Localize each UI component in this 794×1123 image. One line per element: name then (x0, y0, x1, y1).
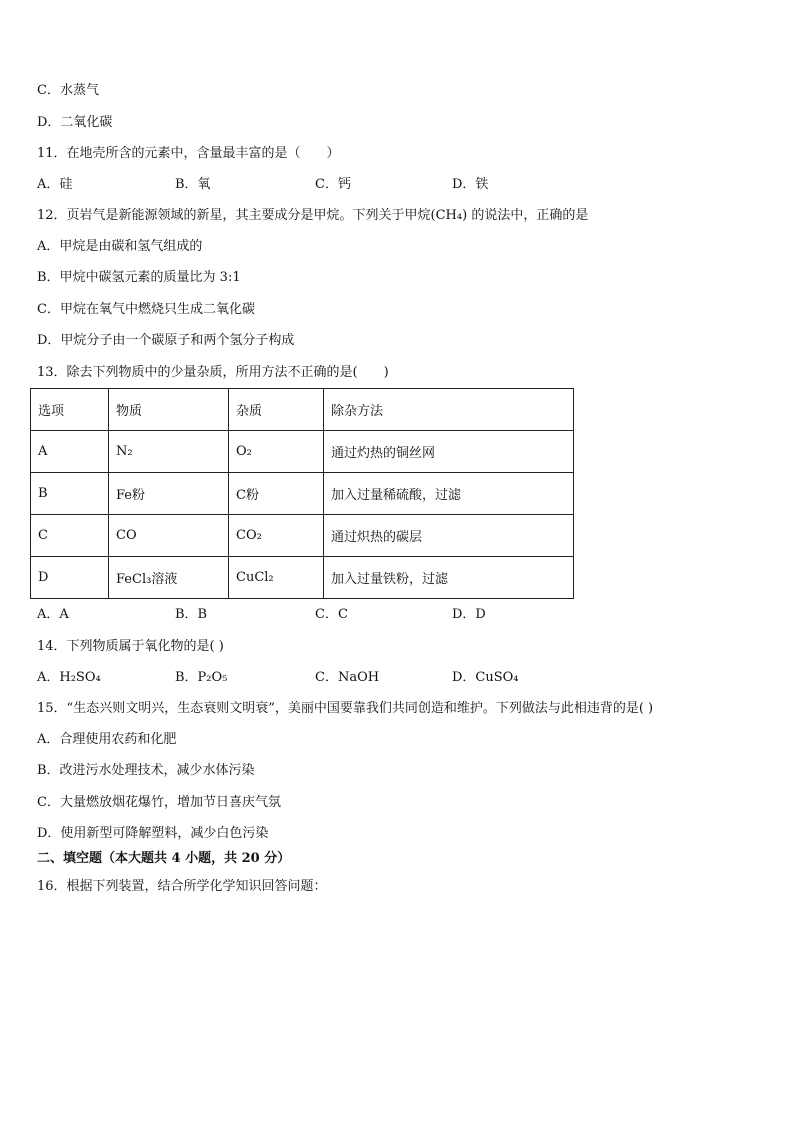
q13-option-d: D．D (452, 607, 486, 622)
question-12: 12．页岩气是新能源领域的新星，其主要成分是甲烷。下列关于甲烷(CH₄) 的说法中，正确的是 (37, 208, 589, 223)
question-14: 14．下列物质属于氧化物的是( ) (37, 639, 224, 654)
q14-option-a: A．H₂SO₄ (37, 670, 101, 685)
q10-option-c: C．水蒸气 (37, 83, 99, 98)
table-row (31, 431, 574, 473)
table-cell: O₂ (229, 431, 324, 473)
q13-option-b: B．B (175, 607, 208, 622)
question-15: 15．“生态兴则文明兴，生态衰则文明衰”，美丽中国要靠我们共同创造和维护。下列做法与此相违背的是( ) (37, 701, 654, 716)
table-cell: B (31, 473, 109, 515)
q13-option-a: A．A (37, 607, 69, 622)
table-cell: Fe粉 (109, 473, 229, 515)
q12-option-b: B．甲烷中碳氢元素的质量比为 3:1 (37, 270, 241, 285)
q11-option-b: B．氧 (175, 177, 211, 192)
header-substance: 物质 (109, 389, 229, 431)
table-cell: A (31, 431, 109, 473)
table-cell: CO₂ (229, 515, 324, 557)
q10-option-d: D．二氧化碳 (37, 115, 113, 130)
header-option: 选项 (31, 389, 109, 431)
table-row (31, 473, 574, 515)
q11-option-a: A．硅 (37, 177, 73, 192)
section-heading-fill-in: 二、填空题（本大题共 4 小题，共 20 分） (37, 851, 291, 866)
table-cell: 通过炽热的碳层 (324, 515, 574, 557)
q13-table (30, 388, 574, 599)
q14-option-d: D．CuSO₄ (452, 670, 519, 685)
table-cell: FeCl₃溶液 (109, 557, 229, 599)
table-cell: C (31, 515, 109, 557)
header-impurity: 杂质 (229, 389, 324, 431)
table-cell: 加入过量铁粉，过滤 (324, 557, 574, 599)
q14-option-c: C．NaOH (315, 670, 380, 685)
q12-option-a: A．甲烷是由碳和氢气组成的 (37, 239, 203, 254)
table-cell: C粉 (229, 473, 324, 515)
table-cell: D (31, 557, 109, 599)
question-13: 13．除去下列物质中的少量杂质，所用方法不正确的是( ) (37, 365, 389, 380)
q15-option-c: C．大量燃放烟花爆竹，增加节日喜庆气氛 (37, 795, 281, 810)
table-row (31, 515, 574, 557)
table-cell: 通过灼热的铜丝网 (324, 431, 574, 473)
q12-option-c: C．甲烷在氧气中燃烧只生成二氧化碳 (37, 302, 255, 317)
question-11: 11．在地壳所含的元素中，含量最丰富的是（ ） (37, 146, 340, 161)
q11-option-c: C．钙 (315, 177, 351, 192)
table-cell: CO (109, 515, 229, 557)
table-cell: N₂ (109, 431, 229, 473)
table-row (31, 557, 574, 599)
table-cell: CuCl₂ (229, 557, 324, 599)
q15-option-d: D．使用新型可降解塑料，减少白色污染 (37, 826, 269, 841)
q15-option-b: B．改进污水处理技术，减少水体污染 (37, 763, 255, 778)
q15-option-a: A．合理使用农药和化肥 (37, 732, 177, 747)
q13-option-c: C．C (315, 607, 348, 622)
table-cell: 加入过量稀硫酸，过滤 (324, 473, 574, 515)
header-method: 除杂方法 (324, 389, 574, 431)
question-16: 16．根据下列装置，结合所学化学知识回答问题： (37, 879, 327, 894)
q11-option-d: D．铁 (452, 177, 489, 192)
q14-option-b: B．P₂O₅ (175, 670, 228, 685)
q12-option-d: D．甲烷分子由一个碳原子和两个氢分子构成 (37, 333, 295, 348)
table-header-row (31, 389, 574, 431)
